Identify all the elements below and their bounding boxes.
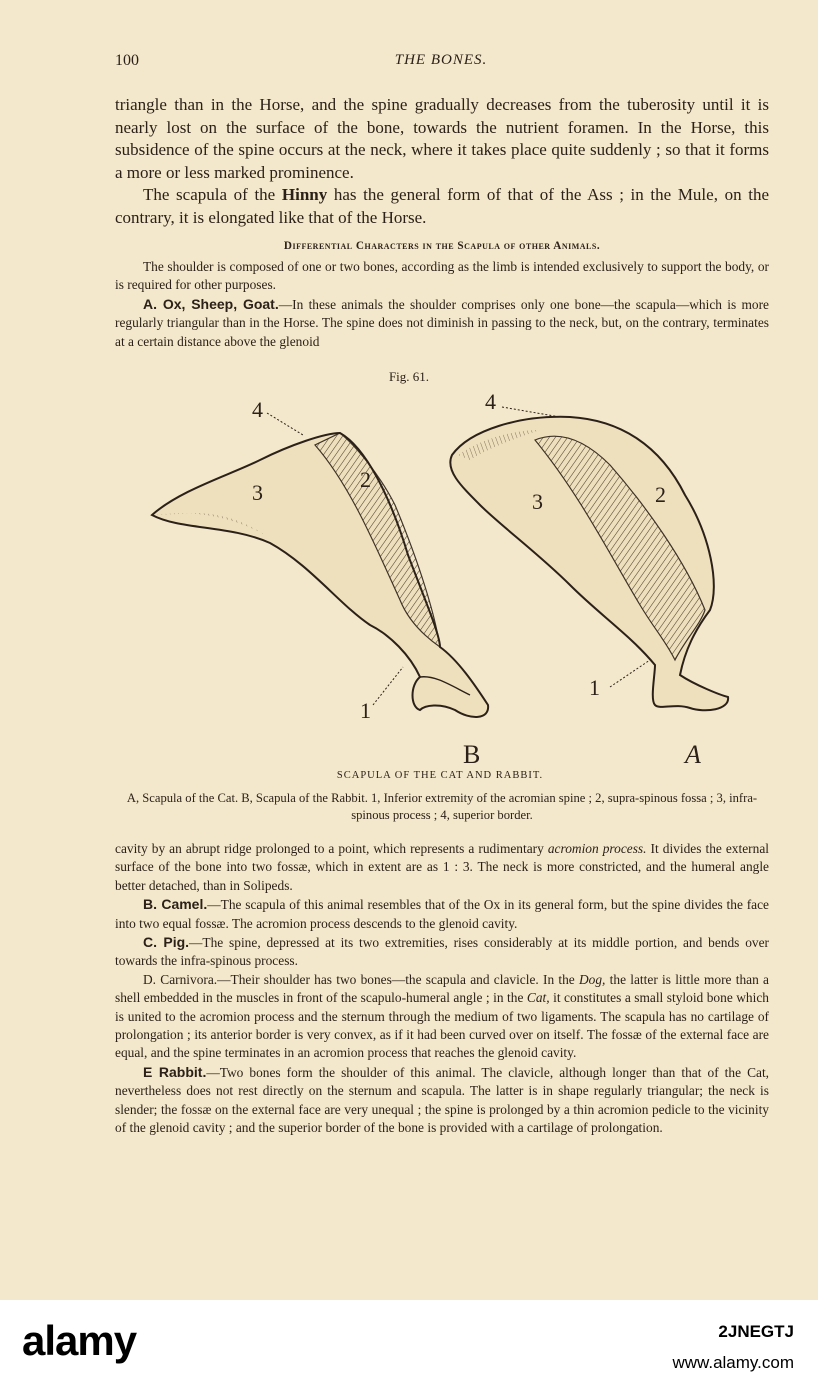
- section-b-paragraph: [115, 895, 769, 933]
- paragraph-horse: triangle than in the Horse, and the spine gradually decreases from the tuberosity until it is nearly lost on the surface of the bone, towards the nutrient foramen. In the Horse, this subsidence of the spine occurs at the neck, where it takes place quite suddenly ; so that it forms a more or less marked prominence.: [115, 95, 769, 182]
- figure-label: Fig. 61.: [388, 369, 430, 384]
- intro-block: [115, 258, 769, 351]
- section-e-text: —Two bones form the shoulder of this animal. The clavicle, although longer than that of the Cat, nevertheless does not rest directly on the sternum and scapula. The latter is in shape regularly triangular; the neck is slender; the fossæ on the external face are very unequal ; the spine is prolonged by a thin acromion pedicle to the vicinity of the glenoid cavity ; and the superior border of the bone is provided with a cartilage of prolongation.: [115, 1064, 770, 1136]
- top-text: [115, 94, 769, 229]
- section-c-paragraph: [115, 933, 769, 971]
- scapula-figure: [140, 385, 740, 770]
- section-a-paragraph: [115, 295, 769, 351]
- text-run: The scapula of the: [143, 185, 282, 204]
- label-2-right: 2: [655, 482, 666, 507]
- text-run: it constitutes a small styloid bone which is united to the acromion process and the sternum through the medium of two ligaments. The scapula has no cartilage of prolongation ; its anterior border is very convex, as if it had been curved over on itself. The fossæ of the external face are equal, and the spine terminates in an acromion process that reaches the glenoid cavity.: [115, 990, 769, 1061]
- page-header: [115, 52, 767, 74]
- continued-text: [115, 840, 769, 1138]
- section-e-label: E Rabbit.: [143, 1063, 207, 1080]
- figure-letter-a: A: [685, 740, 701, 769]
- section-d-label: D. Carnivora.: [143, 971, 218, 987]
- intro-paragraph: The shoulder is composed of one or two bones, according as the limb is intended exclusively to support the body, or is required for other purposes.: [115, 259, 769, 293]
- running-title: THE BONES.: [394, 52, 488, 68]
- rabbit-scapula-drawing: [152, 397, 488, 723]
- paragraph-hinny: [115, 184, 769, 229]
- image-id: 2JNEGTJ: [718, 1322, 794, 1341]
- figure-title: SCAPULA OF THE CAT AND RABBIT.: [336, 770, 544, 781]
- term-acromion-process: acromion process.: [547, 841, 647, 856]
- section-a-text: —In these animals the shoulder comprises only one bone—the scapula—which is more regularly triangular than in the Horse. The spine does not diminish in passing to the neck, but, on the contrary, terminates at a certain distance above the glenoid: [115, 296, 769, 349]
- label-1-left: 1: [360, 698, 371, 723]
- page-number: 100: [115, 52, 139, 69]
- watermark-url: www.alamy.com: [672, 1353, 794, 1372]
- section-c-label: C. Pig.: [143, 934, 190, 951]
- label-3-left: 3: [252, 480, 263, 505]
- continuation-paragraph: [115, 840, 769, 895]
- figure-letter-b: B: [463, 740, 481, 769]
- text-run: —Their shoulder has two bones—the scapula and clavicle. In the: [217, 971, 579, 987]
- term-hinny: Hinny: [281, 185, 328, 204]
- label-4-right: 4: [485, 389, 496, 414]
- label-3-right: 3: [532, 489, 543, 514]
- label-4-left: 4: [252, 397, 263, 422]
- text-run: the latter is little more than a shell embedded in the muscles in front of the scapulo-humeral angle ; in the: [115, 971, 769, 1006]
- text-run: It divides the external surface of the bone into two fossæ, which in extent are as 1 : 3. The neck is more constricted, and the humeral angle better detached, than in Solipeds.: [115, 841, 769, 893]
- figure-caption: A, Scapula of the Cat. B, Scapula of the Rabbit. 1, Inferior extremity of the acromian spine ; 2, supra-spinous fossa ; 3, infra-spinous process ; 4, superior border.: [126, 791, 758, 822]
- term-cat: Cat,: [526, 990, 550, 1006]
- text-run: cavity by an abrupt ridge prolonged to a point, which represents a rudimentary: [115, 841, 548, 856]
- cat-scapula-drawing: [450, 389, 728, 710]
- label-2-left: 2: [360, 467, 371, 492]
- label-1-right: 1: [589, 675, 600, 700]
- section-heading: Differential Characters in the Scapula of other Animals.: [283, 240, 601, 252]
- section-c-text: —The spine, depressed at its two extremities, rises considerably at its middle portion, and bends over towards the infra-spinous process.: [115, 935, 769, 969]
- section-d-paragraph: [115, 971, 769, 1063]
- section-b-text: —The scapula of this animal resembles that of the Ox in its general form, but the spine divides the face into two equal fossæ. The acromion process descends to the glenoid cavity.: [115, 897, 769, 931]
- section-e-paragraph: [115, 1063, 769, 1138]
- section-b-label: B. Camel.: [143, 896, 208, 913]
- term-dog: Dog,: [579, 971, 606, 987]
- alamy-logo: alamy: [22, 1317, 137, 1364]
- text-run: has the general form of that of the Ass ; in the Mule, on the contrary, it is elongated like that of the Horse.: [115, 185, 769, 227]
- section-a-label: A. Ox, Sheep, Goat.: [143, 295, 279, 312]
